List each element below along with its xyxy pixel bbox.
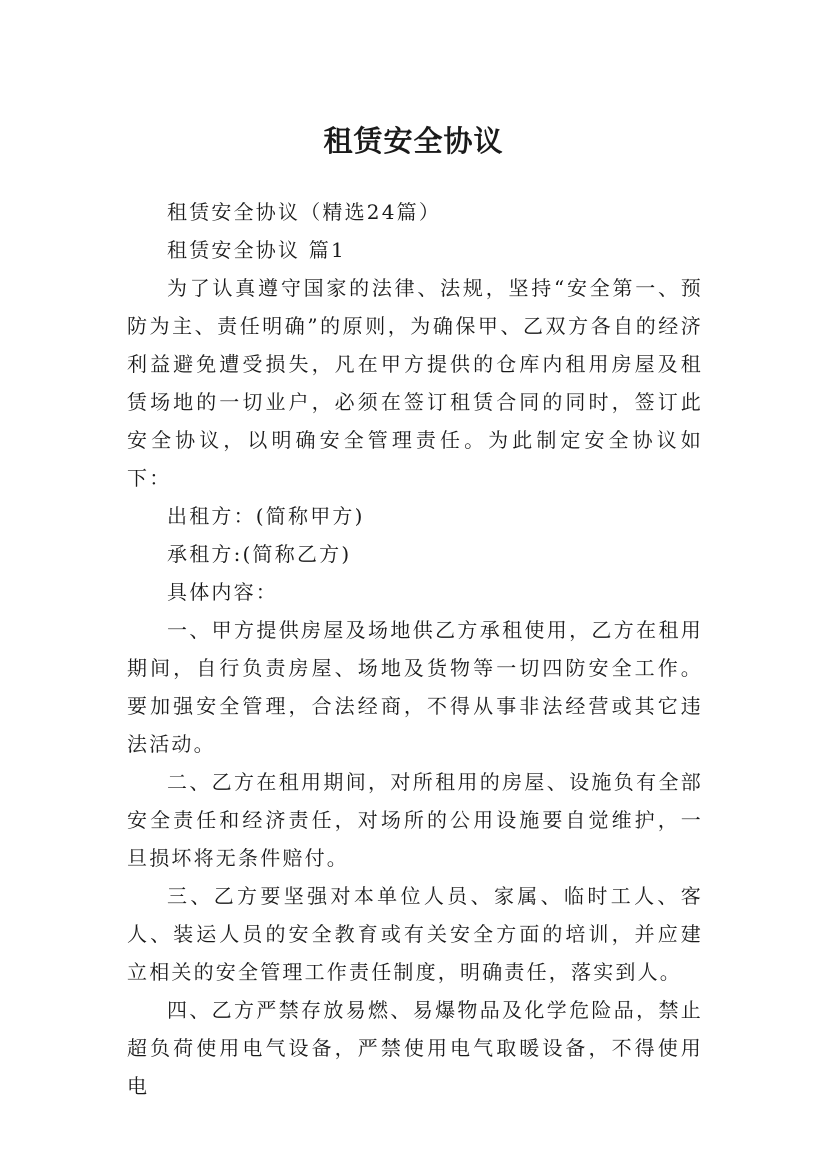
document-body (127, 193, 703, 1105)
paragraph-clause-1: 一、甲方提供房屋及场地供乙方承租使用，乙方在租用期间，自行负责房屋、场地及货物等一切四防安全工作。要加强安全管理，合法经商，不得从事非法经营或其它违法活动。 (127, 618, 703, 756)
paragraph-content-heading: 具体内容： (167, 580, 278, 604)
paragraph-clause-2: 二、乙方在租用期间，对所租用的房屋、设施负有全部安全责任和经济责任，对场所的公用设施要自觉维护，一旦损坏将无条件赔付。 (127, 770, 703, 870)
paragraph-clause-3: 三、乙方要坚强对本单位人员、家属、临时工人、客人、装运人员的安全教育或有关安全方面的培训，并应建立相关的安全管理工作责任制度，明确责任，落实到人。 (127, 884, 703, 984)
document-title: 租赁安全协议 (323, 124, 504, 159)
paragraph-lessee: 承租方:(简称乙方) (167, 542, 352, 566)
paragraph-clause-4: 四、乙方严禁存放易燃、易爆物品及化学危险品，禁止超负荷使用电气设备，严禁使用电气取暖设备，不得使用电 (127, 998, 703, 1098)
paragraph-subtitle: 租赁安全协议（精选24篇） (167, 200, 442, 224)
paragraph-lessor: 出租方：(简称甲方) (167, 504, 365, 528)
paragraph-preamble: 为了认真遵守国家的法律、法规，坚持“安全第一、预防为主、责任明确”的原则，为确保甲、乙双方各自的经济利益避免遭受损失，凡在甲方提供的仓库内租用房屋及租赁场地的一切业户，必须在签订租赁合同的同时，签订此安全协议，以明确安全管理责任。为此制定安全协议如下： (127, 276, 703, 490)
paragraph-section-heading: 租赁安全协议 篇1 (167, 238, 346, 262)
